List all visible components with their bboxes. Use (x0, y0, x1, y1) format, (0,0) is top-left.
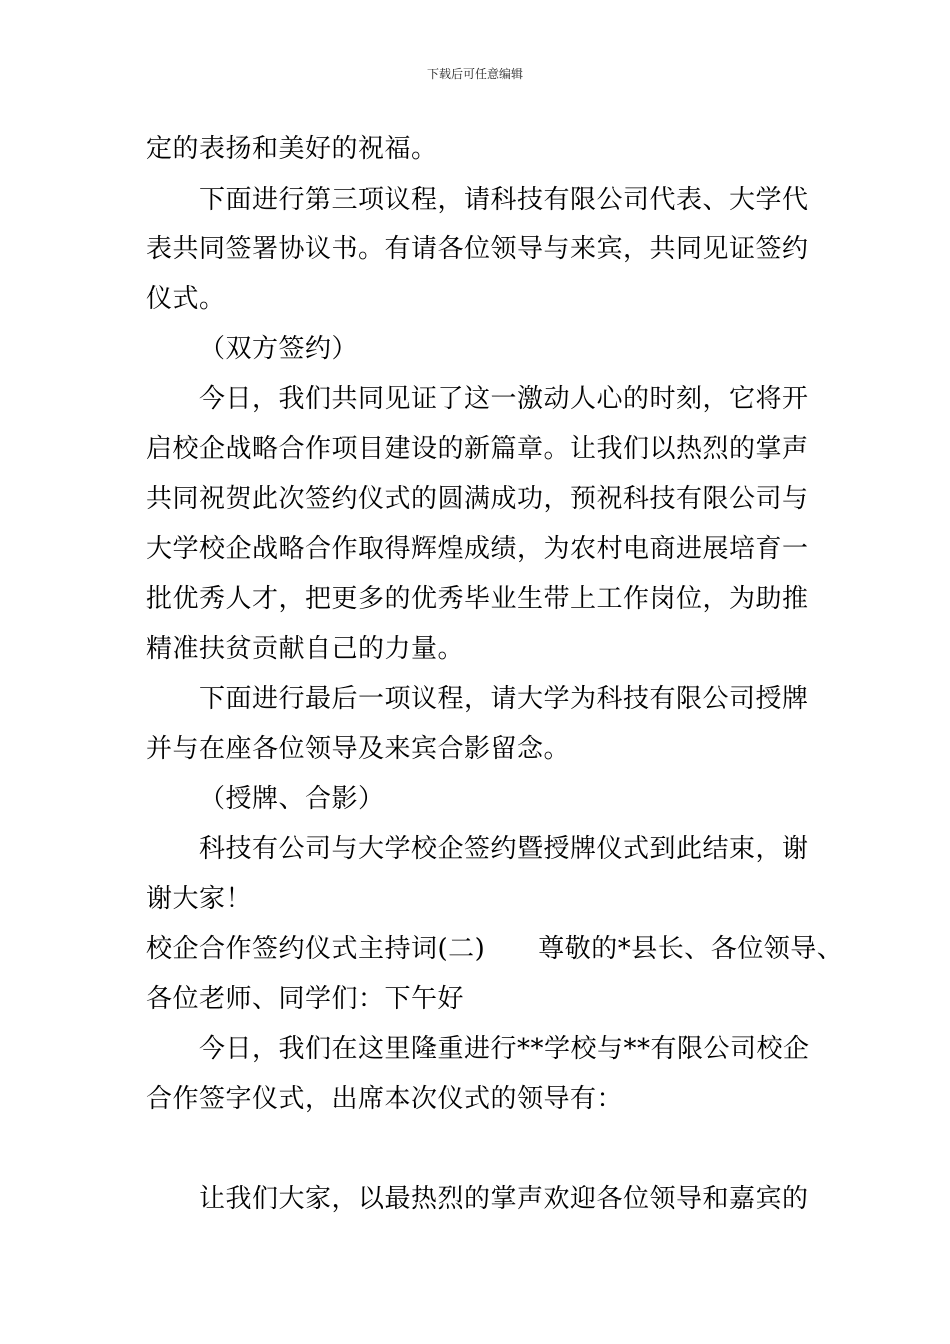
text-line: 精准扶贫贡献自己的力量。 (146, 634, 465, 664)
text-line: 下面进行最后一项议程，请大学为科技有限公司授牌 (199, 684, 809, 714)
section-heading-line: 校企合作签约仪式主持词(二) 尊敬的*县长、各位领导、 (146, 934, 844, 964)
text-line: 共同祝贺此次签约仪式的圆满成功，预祝科技有限公司与 (146, 484, 809, 514)
text-line: 批优秀人才，把更多的优秀毕业生带上工作岗位，为助推 (146, 584, 809, 614)
text-line: 今日，我们共同见证了这一激动人心的时刻，它将开 (199, 384, 809, 414)
text-line: 合作签字仪式，出席本次仪式的领导有： (146, 1084, 624, 1114)
text-line: 启校企战略合作项目建设的新篇章。让我们以热烈的掌声 (146, 434, 809, 464)
text-line: 表共同签署协议书。有请各位领导与来宾，共同见证签约 (146, 234, 809, 264)
text-line: （授牌、合影） (199, 784, 385, 814)
text-line: 谢大家！ (146, 884, 253, 914)
text-line: 大学校企战略合作取得辉煌成绩，为农村电商进展培育一 (146, 534, 809, 564)
text-line: 并与在座各位领导及来宾合影留念。 (146, 734, 571, 764)
page-header: 下载后可任意编辑 (426, 67, 523, 81)
text-line: （双方签约） (199, 334, 359, 364)
text-line: 下面进行第三项议程，请科技有限公司代表、大学代 (199, 185, 809, 215)
text-line: 让我们大家，以最热烈的掌声欢迎各位领导和嘉宾的 (199, 1184, 809, 1214)
text-line: 科技有公司与大学校企签约暨授牌仪式到此结束，谢 (199, 834, 809, 864)
text-line: 仪式。 (146, 284, 226, 314)
text-line: 定的表扬和美好的祝福。 (146, 134, 438, 164)
text-line: 今日，我们在这里隆重进行**学校与**有限公司校企 (199, 1034, 810, 1064)
text-line: 各位老师、同学们：下午好 (146, 984, 465, 1014)
